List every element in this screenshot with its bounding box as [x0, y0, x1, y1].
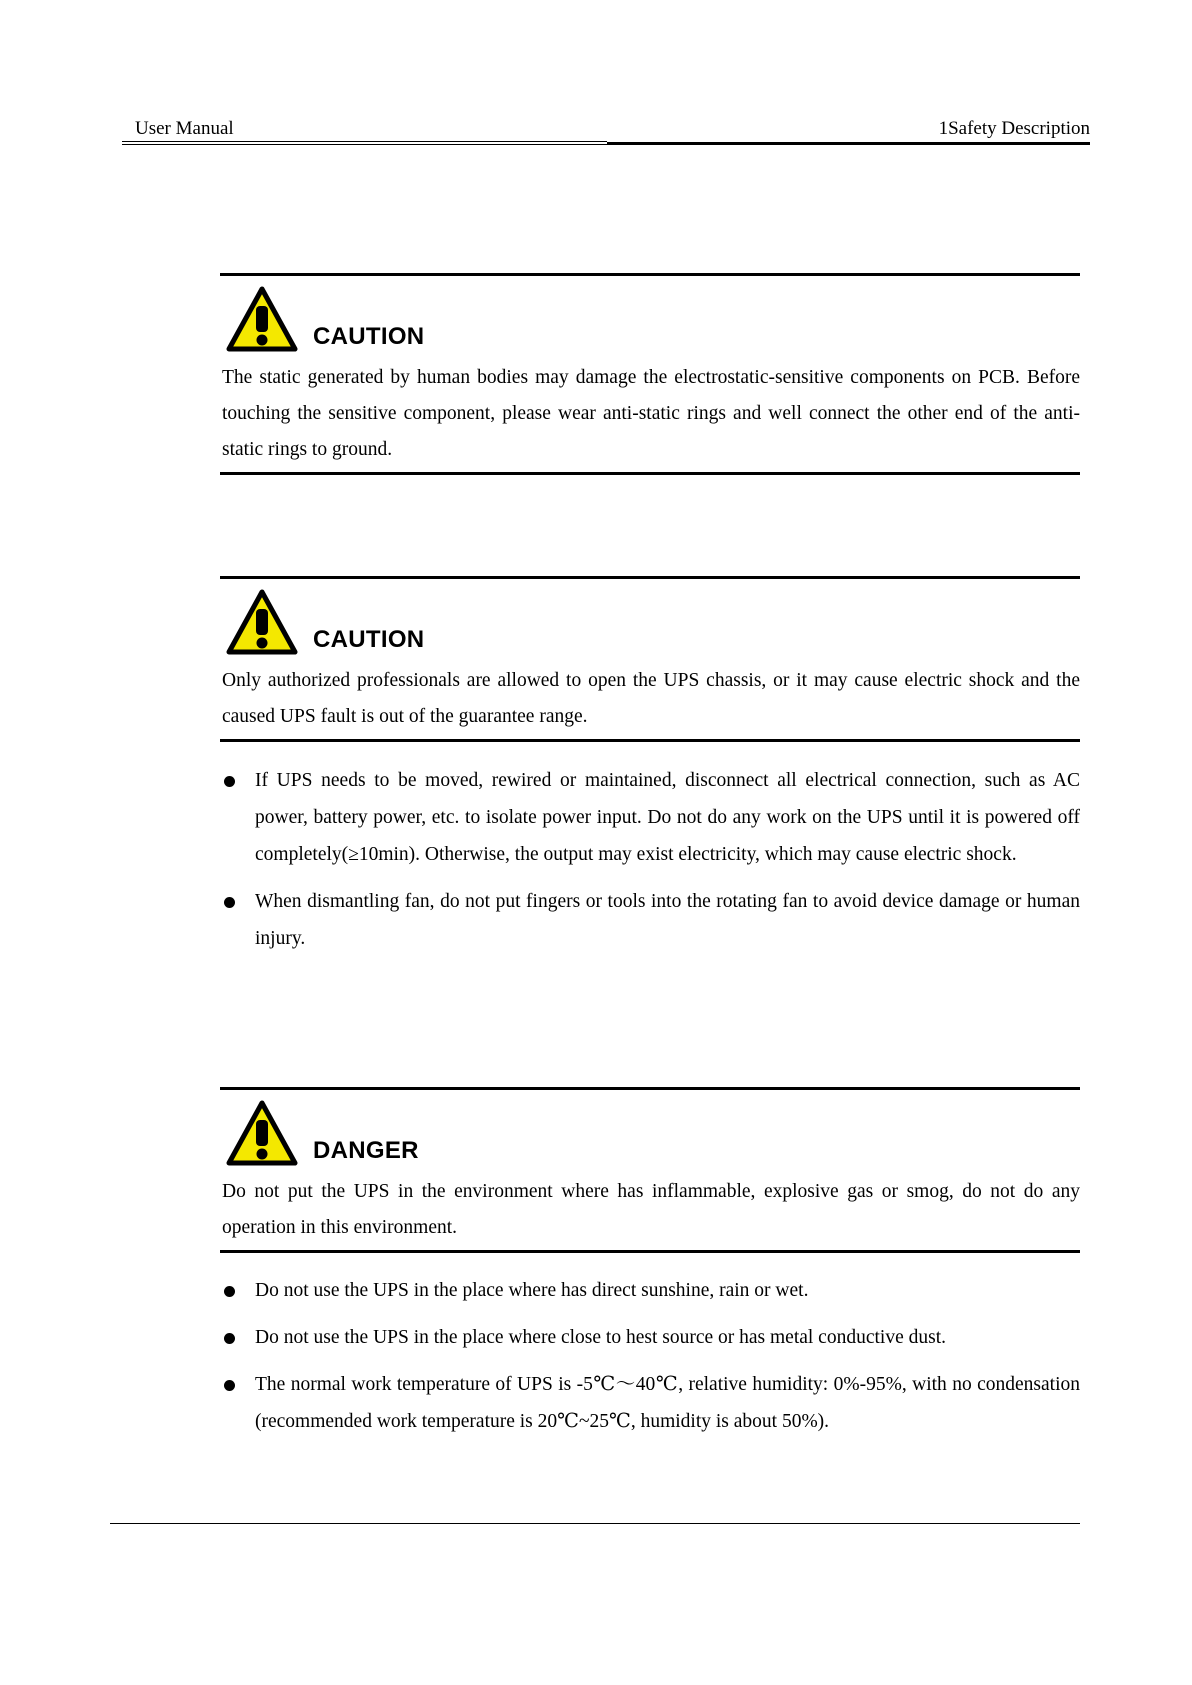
note-body: Do not put the UPS in the environment where has inflammable, explosive gas or smog, do not do any operation in this environment. — [222, 1181, 1080, 1238]
bullet-list-maintenance — [220, 762, 1080, 967]
list-item: The normal work temperature of UPS is -5℃～40℃, relative humidity: 0%-95%, with no condensation (recommended work temperature is 20℃~25℃, humidity is about 50%). — [220, 1366, 1080, 1440]
note-bottom-rule — [220, 739, 1080, 742]
danger-note-environment — [220, 1087, 1080, 1253]
caution-note-static — [220, 273, 1080, 475]
bullet-icon — [224, 897, 235, 908]
list-item: If UPS needs to be moved, rewired or maintained, disconnect all electrical connection, such as AC power, battery power, etc. to isolate power input. Do not do any work on the UPS until it is powered off completely(≥10min). Otherwise, the output may exist electricity, which may cause electric shock. — [220, 762, 1080, 873]
bullet-icon — [224, 776, 235, 787]
list-item: Do not use the UPS in the place where close to hest source or has metal conductive dust. — [220, 1319, 1080, 1356]
note-bottom-rule — [220, 1250, 1080, 1253]
note-title: CAUTION — [313, 626, 425, 653]
note-bottom-rule — [220, 472, 1080, 475]
caution-note-chassis — [220, 576, 1080, 742]
footer-rule — [110, 1523, 1080, 1524]
header-rule — [607, 142, 1090, 144]
header-title: User Manual — [135, 118, 234, 139]
note-title: CAUTION — [313, 323, 425, 350]
list-item: When dismantling fan, do not put fingers or tools into the rotating fan to avoid device damage or human injury. — [220, 883, 1080, 957]
header-section: 1Safety Description — [938, 118, 1090, 139]
header-rule — [122, 144, 1090, 145]
list-item: Do not use the UPS in the place where has direct sunshine, rain or wet. — [220, 1272, 1080, 1309]
bullet-icon — [224, 1333, 235, 1344]
bullet-list-environment — [220, 1272, 1080, 1450]
note-body: The static generated by human bodies may damage the electrostatic-sensitive components on PCB. Before touching the sensitive component, please wear anti-static rings and well connect the other end of the anti-static rings to ground. — [222, 367, 1080, 460]
header-rule — [122, 141, 607, 142]
bullet-icon — [224, 1286, 235, 1297]
warning-triangle-icon — [226, 1100, 298, 1166]
warning-triangle-icon — [226, 589, 298, 655]
note-body: Only authorized professionals are allowed to open the UPS chassis, or it may cause electric shock and the caused UPS fault is out of the guarantee range. — [222, 670, 1080, 727]
warning-triangle-icon — [226, 286, 298, 352]
note-title: DANGER — [313, 1137, 419, 1164]
bullet-icon — [224, 1380, 235, 1391]
